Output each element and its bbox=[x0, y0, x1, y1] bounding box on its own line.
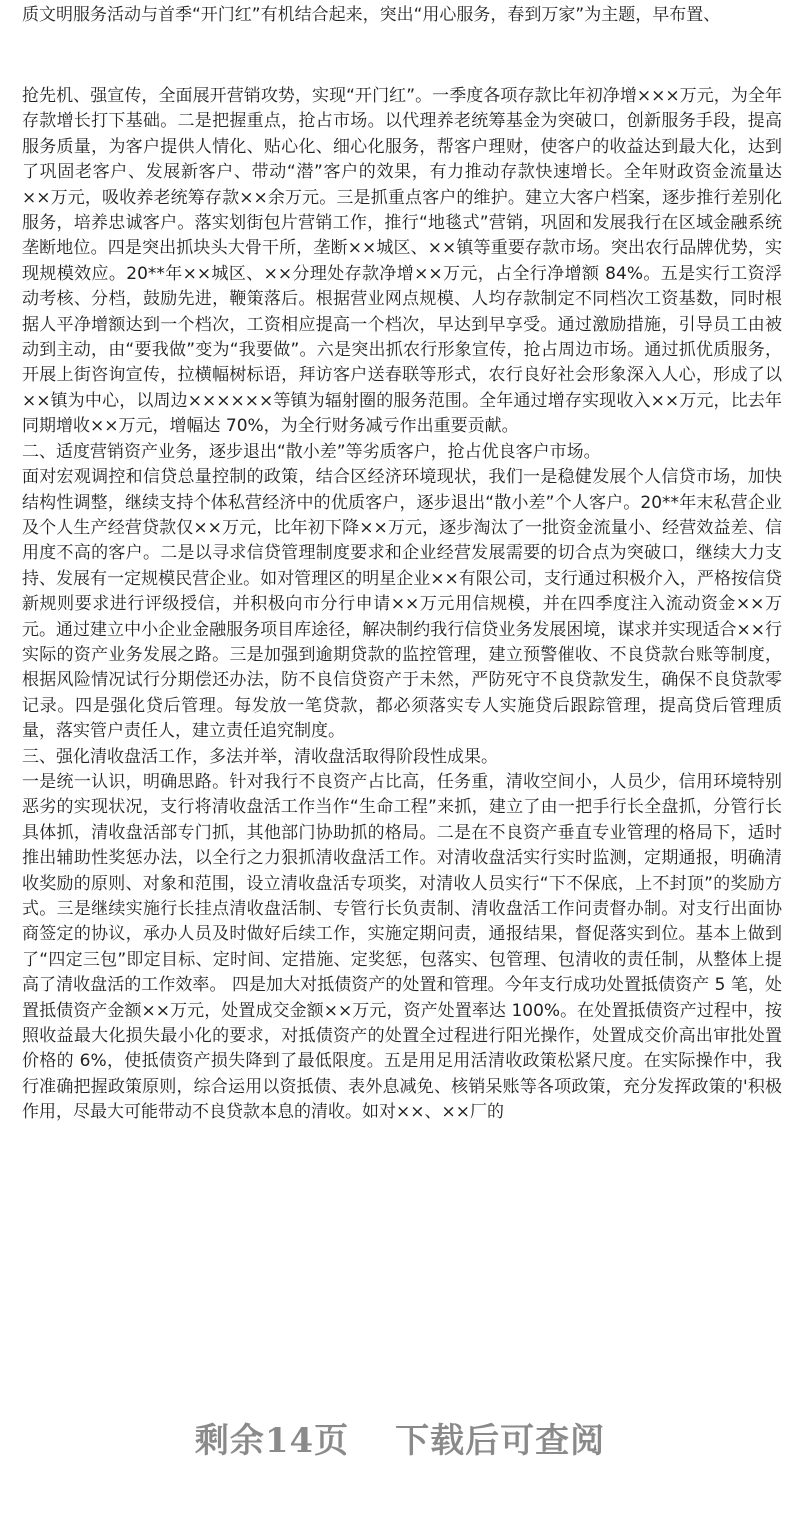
remaining-pages-label[interactable]: 剩余14页 bbox=[194, 1421, 350, 1461]
download-hint-label[interactable]: 下载后可查阅 bbox=[395, 1421, 606, 1461]
document-body bbox=[22, 84, 782, 1126]
download-to-read-more-banner[interactable] bbox=[0, 1417, 800, 1465]
paragraph-deposit-growth: 抢先机、强宣传，全面展开营销攻势，实现“开门红”。一季度各项存款比年初净增×××万元，为全年存款增长打下基础。二是把握重点，抢占市场。以代理养老统筹基金为突破口，创新服务手段，提高服务质量，为客户提供人情化、贴心化、细心化服务，帮客户理财，使客户的收益达到最大化，达到了巩固老客户、发展新客户、带动“潜”客户的效果，有力推动存款快速增长。全年财政资金流量达××万元，吸收养老统筹存款××余万元。三是抓重点客户的维护。建立大客户档案，逐步推行差别化服务，培养忠诚客户。落实划街包片营销工作，推行“地毯式”营销，巩固和发展我行在区域金融系统垄断地位。四是突出抓块头大骨干所，垄断××城区、××镇等重要存款市场。突出农行品牌优势，实现规模效应。20**年××城区、××分理处存款净增××万元，占全行净增额 84%。五是实行工资浮动考核、分档，鼓励先进，鞭策落后。根据营业网点规模、人均存款制定不同档次工资基数，同时根据人平净增额达到一个档次，工资相应提高一个档次，早达到早享受。通过激励措施，引导员工由被动到主动，由“要我做”变为“我要做”。六是突出抓农行形象宣传，抢占周边市场。通过抓优质服务，开展上街咨询宣传，拉横幅树标语，拜访客户送春联等形式，农行良好社会形象深入人心，形成了以××镇为中心，以周边××××××等镇为辐射圈的服务范围。全年通过增存实现收入××万元，比去年同期增收××万元，增幅达 70%，为全行财务减亏作出重要贡献。 bbox=[22, 86, 782, 437]
paragraph-recovery: 一是统一认识，明确思路。针对我行不良资产占比高，任务重，清收空间小，人员少，信用环境特别恶劣的实现状况，支行将清收盘活工作当作“生命工程”来抓，建立了由一把手行长全盘抓，分管行长具体抓，清收盘活部专门抓，其他部门协助抓的格局。二是在不良资产垂直专业管理的格局下，适时推出辅助性奖惩办法，以全行之力狠抓清收盘活工作。对清收盘活实行实时监测，定期通报，明确清收奖励的原则、对象和范围，设立清收盘活专项奖，对清收人员实行“下不保底，上不封顶”的奖励方式。三是继续实施行长挂点清收盘活制、专管行长负责制、清收盘活工作问责督办制。对支行出面协商签定的协议，承办人员及时做好后续工作，实施定期问责，通报结果，督促落实到位。基本上做到了“四定三包”即定目标、定时间、定措施、定奖惩，包落实、包管理、包清收的责任制，从整体上提高了清收盘活的工作效率。 四是加大对抵债资产的处置和管理。今年支行成功处置抵债资产 5 笔，处置抵债资产金额××万元，处置成交金额××万元，资产处置率达 100%。在处置抵债资产过程中，按照收益最大化损失最小化的要求，对抵债资产的处置全过程进行阳光操作，处置成交价高出审批处置价格的 6%，使抵债资产损失降到了最低限度。五是用足用活清收政策松紧尺度。在实际操作中，我行准确把握政策原则，综合运用以资抵债、表外息减免、核销呆账等各项政策，充分发挥政策的'积极作用，尽最大可能带动不良贷款本息的清收。如对××、××厂的 bbox=[22, 771, 782, 1123]
section-heading-asset-business: 二、适度营销资产业务，逐步退出“散小差”等劣质客户，抢占优良客户市场。 bbox=[22, 441, 601, 462]
paragraph-asset-business: 面对宏观调控和信贷总量控制的政策，结合区经济环境现状，我们一是稳健发展个人信贷市场，加快结构性调整，继续支持个体私营经济中的优质客户，逐步退出“散小差”个人客户。20**年末私营企业及个人生产经营贷款仅××万元，比年初下降××万元，逐步淘汰了一批资金流量小、经营效益差、信用度不高的客户。二是以寻求信贷管理制度要求和企业经营发展需要的切合点为突破口，继续大力支持、发展有一定规模民营企业。如对管理区的明星企业××有限公司，支行通过积极介入，严格按信贷新规则要求进行评级授信，并积极向市分行申请××万元用信规模，并在四季度注入流动资金××万元。通过建立中小企业金融服务项目库途径，解决制约我行信贷业务发展困境，谋求并实现适合××行实际的资产业务发展之路。三是加强到逾期贷款的监控管理，建立预警催收、不良贷款台账等制度，根据风险情况试行分期偿还办法，防不良信贷资产于未然，严防死守不良贷款发生，确保不良贷款零记录。四是强化贷后管理。每发放一笔贷款，都必须落实专人实施贷后跟踪管理，提高贷后管理质量，落实管户责任人，建立责任追究制度。 bbox=[22, 467, 782, 742]
section-heading-recovery: 三、强化清收盘活工作，多法并举，清收盘活取得阶段性成果。 bbox=[22, 746, 498, 767]
page-top-line: 质文明服务活动与首季“开门红”有机结合起来，突出“用心服务，春到万家”为主题，早布置、 bbox=[22, 5, 721, 25]
